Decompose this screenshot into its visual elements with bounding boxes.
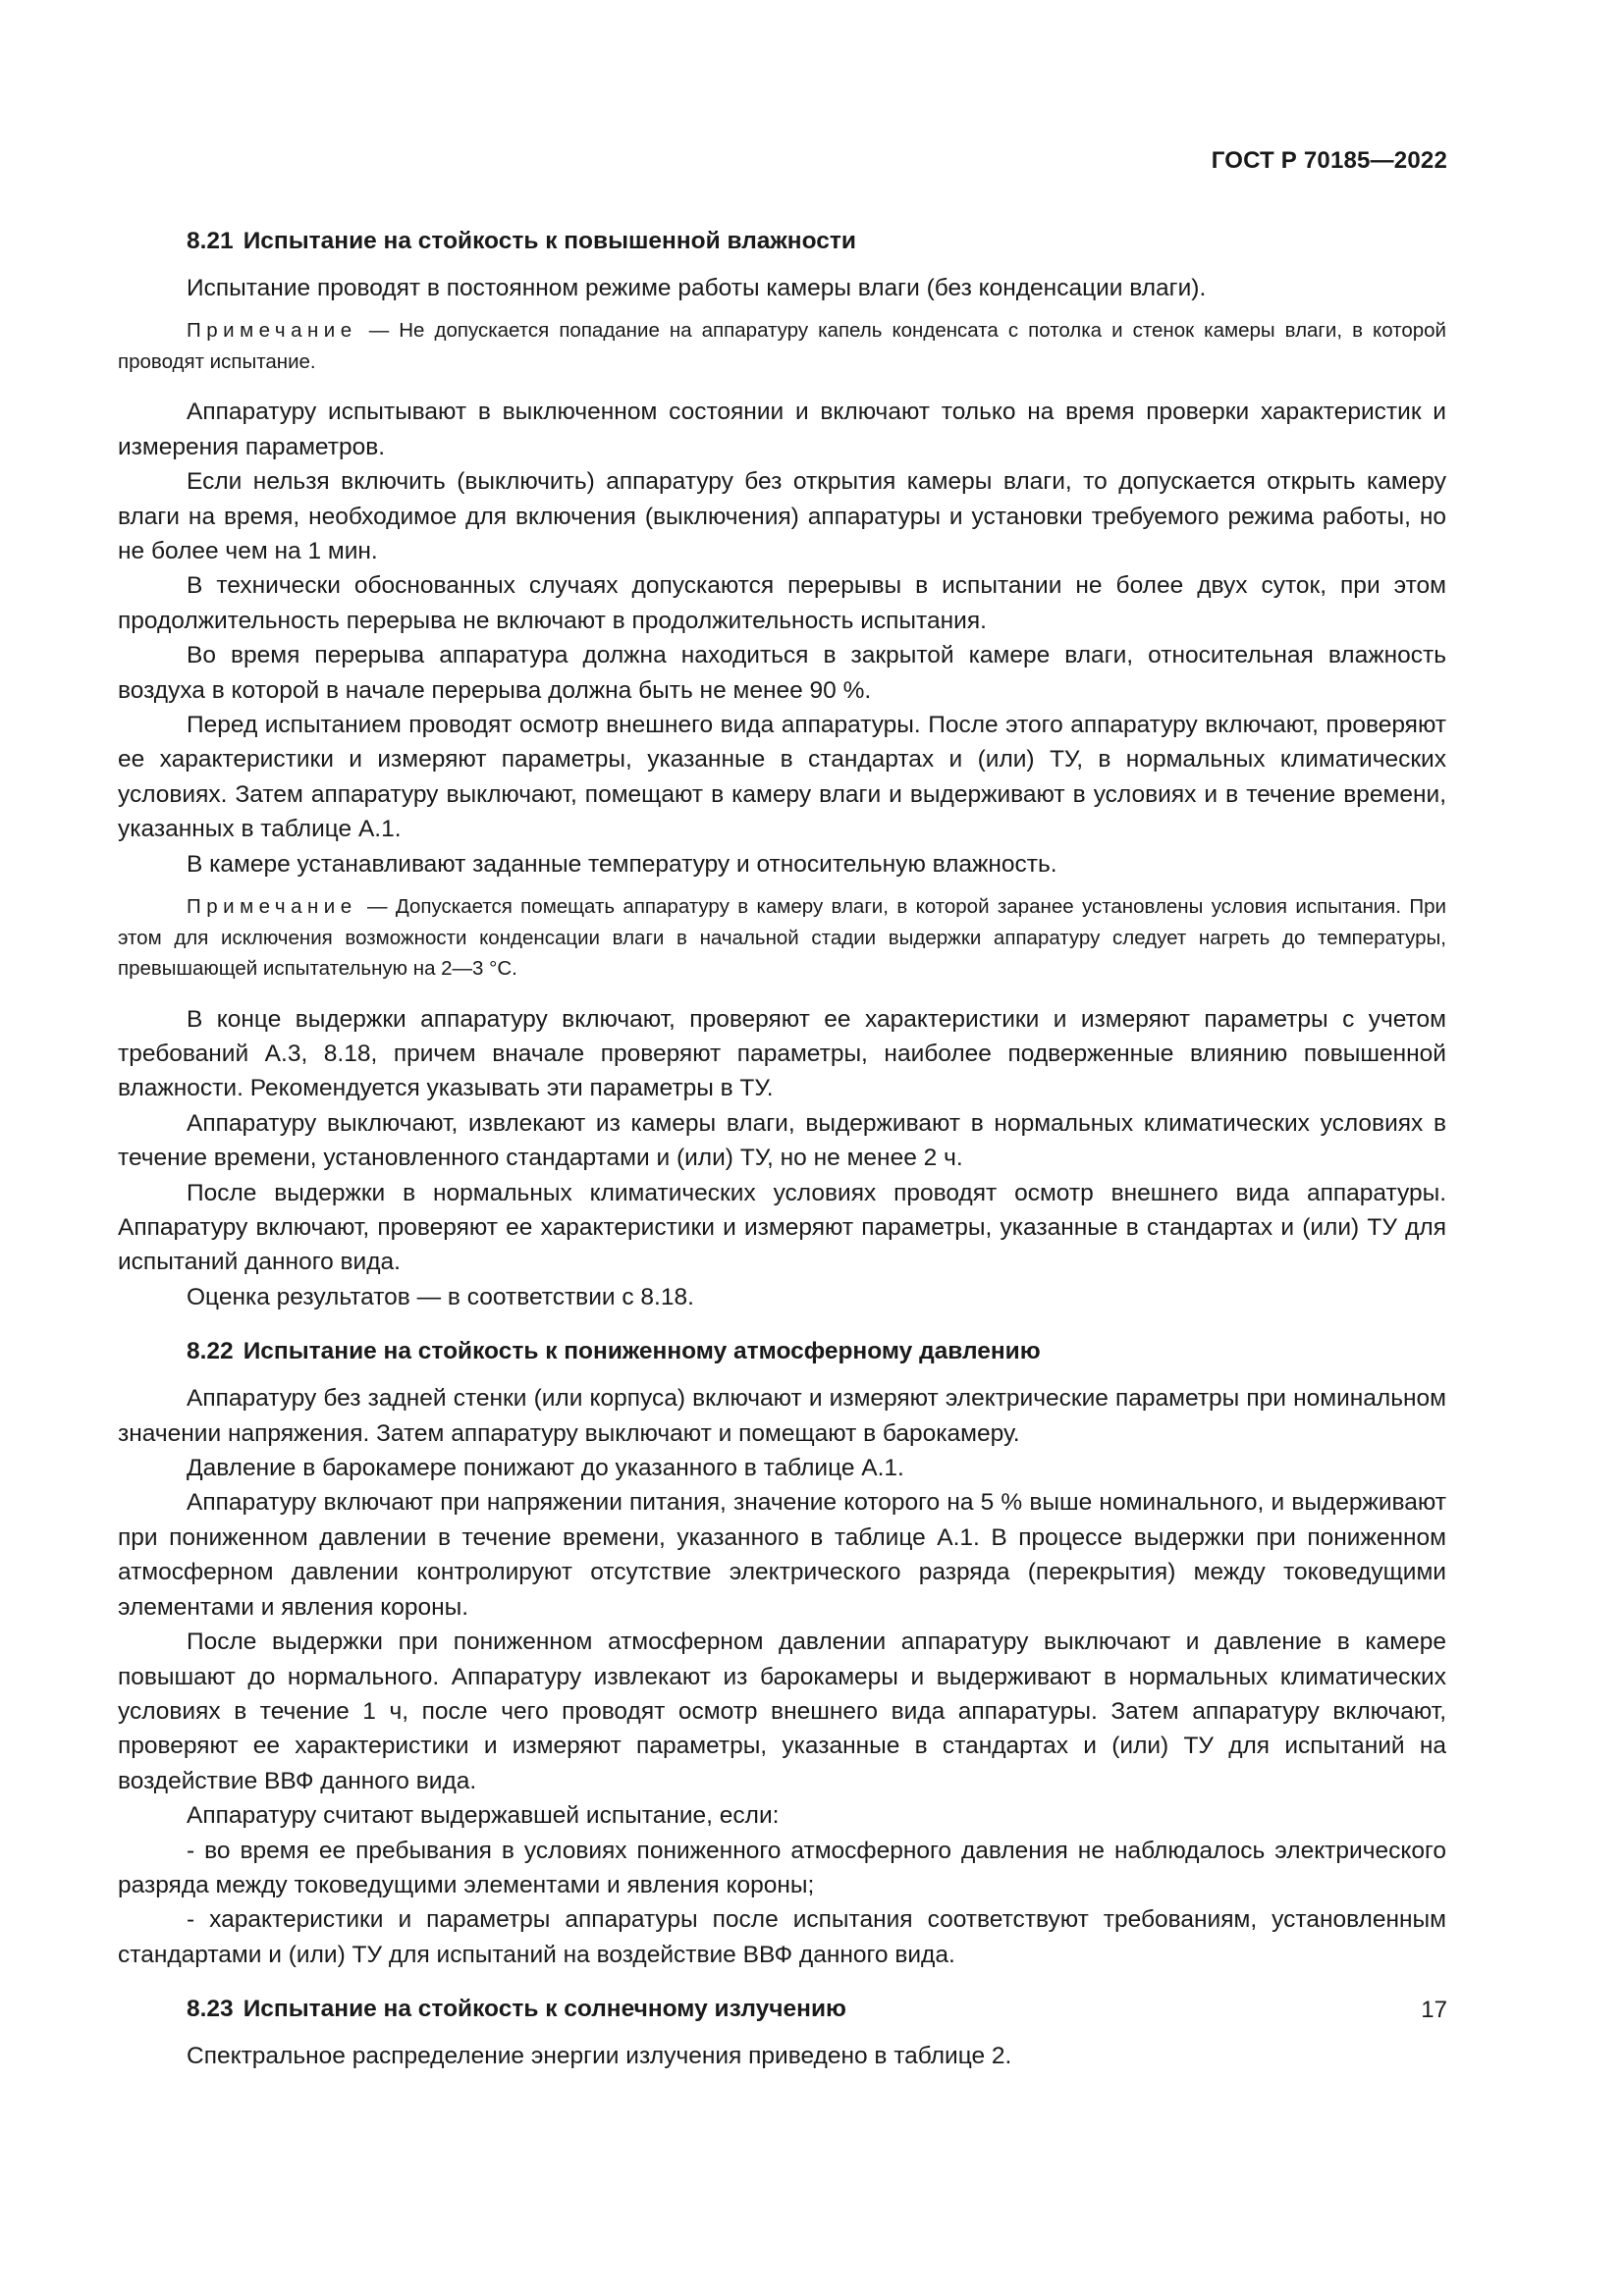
- paragraph: Аппаратуру без задней стенки (или корпуса) включают и измеряют электрические параметры при номинальном значении напряжения. Затем аппаратуру выключают и помещают в барокамеру.: [118, 1385, 1446, 1447]
- section-heading-8-23: [118, 1992, 1446, 2026]
- paragraph: Давление в барокамере понижают до указанного в таблице А.1.: [187, 1455, 904, 1482]
- section-number: 8.23: [187, 1996, 234, 2023]
- note-label: Примечание: [187, 895, 357, 919]
- note-text: — Допускается помещать аппаратуру в камеру влаги, в которой заранее установлены условия испытания. При этом для исключения возможности конденсации влаги в начальной стадии выдержки аппаратуру следует нагреть до температуры, превышающей испытательную на 2—3 °С.: [118, 895, 1447, 981]
- paragraph: В конце выдержки аппаратуру включают, проверяют ее характеристики и измеряют параметры с учетом требований А.3, 8.18, причем вначале проверяют параметры, наиболее подверженные влиянию повышенной влажности. Рекомендуется указывать эти параметры в ТУ.: [118, 1005, 1446, 1102]
- section-title: Испытание на стойкость к пониженному атмосферному давлению: [243, 1338, 1041, 1365]
- paragraph: Во время перерыва аппаратура должна находиться в закрытой камере влаги, относительная влажность воздуха в которой в начале перерыва должна быть не менее 90 %.: [118, 642, 1446, 704]
- paragraph: Оценка результатов — в соответствии с 8.18.: [187, 1283, 694, 1310]
- document-body: [118, 224, 1446, 2074]
- section-heading-8-22: [118, 1334, 1446, 1368]
- list-item: - во время ее пребывания в условиях пониженного атмосферного давления не наблюдалось электрического разряда между токоведущими элементами и явления короны;: [118, 1837, 1446, 1898]
- paragraph: Перед испытанием проводят осмотр внешнего вида аппаратуры. После этого аппаратуру включают, проверяют ее характеристики и измеряют параметры, указанные в стандартах и (или) ТУ, в нормальных климатических условиях. Затем аппаратуру выключают, помещают в камеру влаги и выдерживают в условиях и в течение времени, указанных в таблице А.1.: [118, 712, 1446, 843]
- paragraph: Аппаратуру выключают, извлекают из камеры влаги, выдерживают в нормальных климатических условиях в течение времени, установленного стандартами и (или) ТУ, но не менее 2 ч.: [118, 1109, 1446, 1172]
- section-number: 8.22: [187, 1338, 234, 1365]
- note-label: Примечание: [187, 319, 357, 343]
- paragraph: Аппаратуру считают выдержавшей испытание, если:: [187, 1802, 780, 1830]
- paragraph: Испытание проводят в постоянном режиме работы камеры влаги (без конденсации влаги).: [187, 275, 1207, 301]
- page-number: 17: [1421, 1997, 1447, 2023]
- section-title: Испытание на стойкость к солнечному излучению: [243, 1996, 846, 2023]
- note: [118, 891, 1446, 985]
- paragraph: После выдержки в нормальных климатических условиях проводят осмотр внешнего вида аппаратуры. Аппаратуру включают, проверяют ее характеристики и измеряют параметры, указанные в стандартах и (или) ТУ для испытаний данного вида.: [118, 1179, 1446, 1276]
- section-number: 8.21: [187, 228, 234, 254]
- paragraph: В камере устанавливают заданные температуру и относительную влажность.: [187, 850, 1057, 878]
- paragraph: Спектральное распределение энергии излучения приведено в таблице 2.: [187, 2043, 1012, 2070]
- section-title: Испытание на стойкость к повышенной влажности: [243, 228, 856, 254]
- paragraph: В технически обоснованных случаях допускаются перерывы в испытании не более двух суток, при этом продолжительность перерыва не включают в продолжительность испытания.: [118, 572, 1446, 634]
- paragraph: Если нельзя включить (выключить) аппаратуру без открытия камеры влаги, то допускается открыть камеру влаги на время, необходимое для включения (выключения) аппаратуры и установки требуемого режима работы, но не более чем на 1 мин.: [118, 468, 1446, 565]
- note: [118, 315, 1446, 377]
- section-heading-8-21: [118, 224, 1446, 258]
- note-text: — Не допускается попадание на аппаратуру капель конденсата с потолка и стенок камеры влаги, в которой проводят испытание.: [118, 319, 1446, 373]
- paragraph: Аппаратуру испытывают в выключенном состоянии и включают только на время проверки характеристик и измерения параметров.: [118, 399, 1446, 460]
- paragraph: После выдержки при пониженном атмосферном давлении аппаратуру выключают и давление в камере повышают до нормального. Аппаратуру извлекают из барокамеры и выдерживают в нормальных климатических условиях в течение 1 ч, после чего проводят осмотр внешнего вида аппаратуры. Затем аппаратуру включают, проверяют ее характеристики и измеряют параметры, указанные в стандартах и (или) ТУ для испытаний на воздействие ВВФ данного вида.: [118, 1629, 1446, 1794]
- paragraph: Аппаратуру включают при напряжении питания, значение которого на 5 % выше номинального, и выдерживают при пониженном давлении в течение времени, указанного в таблице А.1. В процессе выдержки при пониженном атмосферном давлении контролируют отсутствие электрического разряда (перекрытия) между токоведущими элементами и явления короны.: [118, 1489, 1446, 1621]
- list-item: - характеристики и параметры аппаратуры после испытания соответствуют требованиям, установленным стандартами и (или) ТУ для испытаний на воздействие ВВФ данного вида.: [118, 1906, 1446, 1968]
- document-code: ГОСТ Р 70185—2022: [1211, 147, 1447, 174]
